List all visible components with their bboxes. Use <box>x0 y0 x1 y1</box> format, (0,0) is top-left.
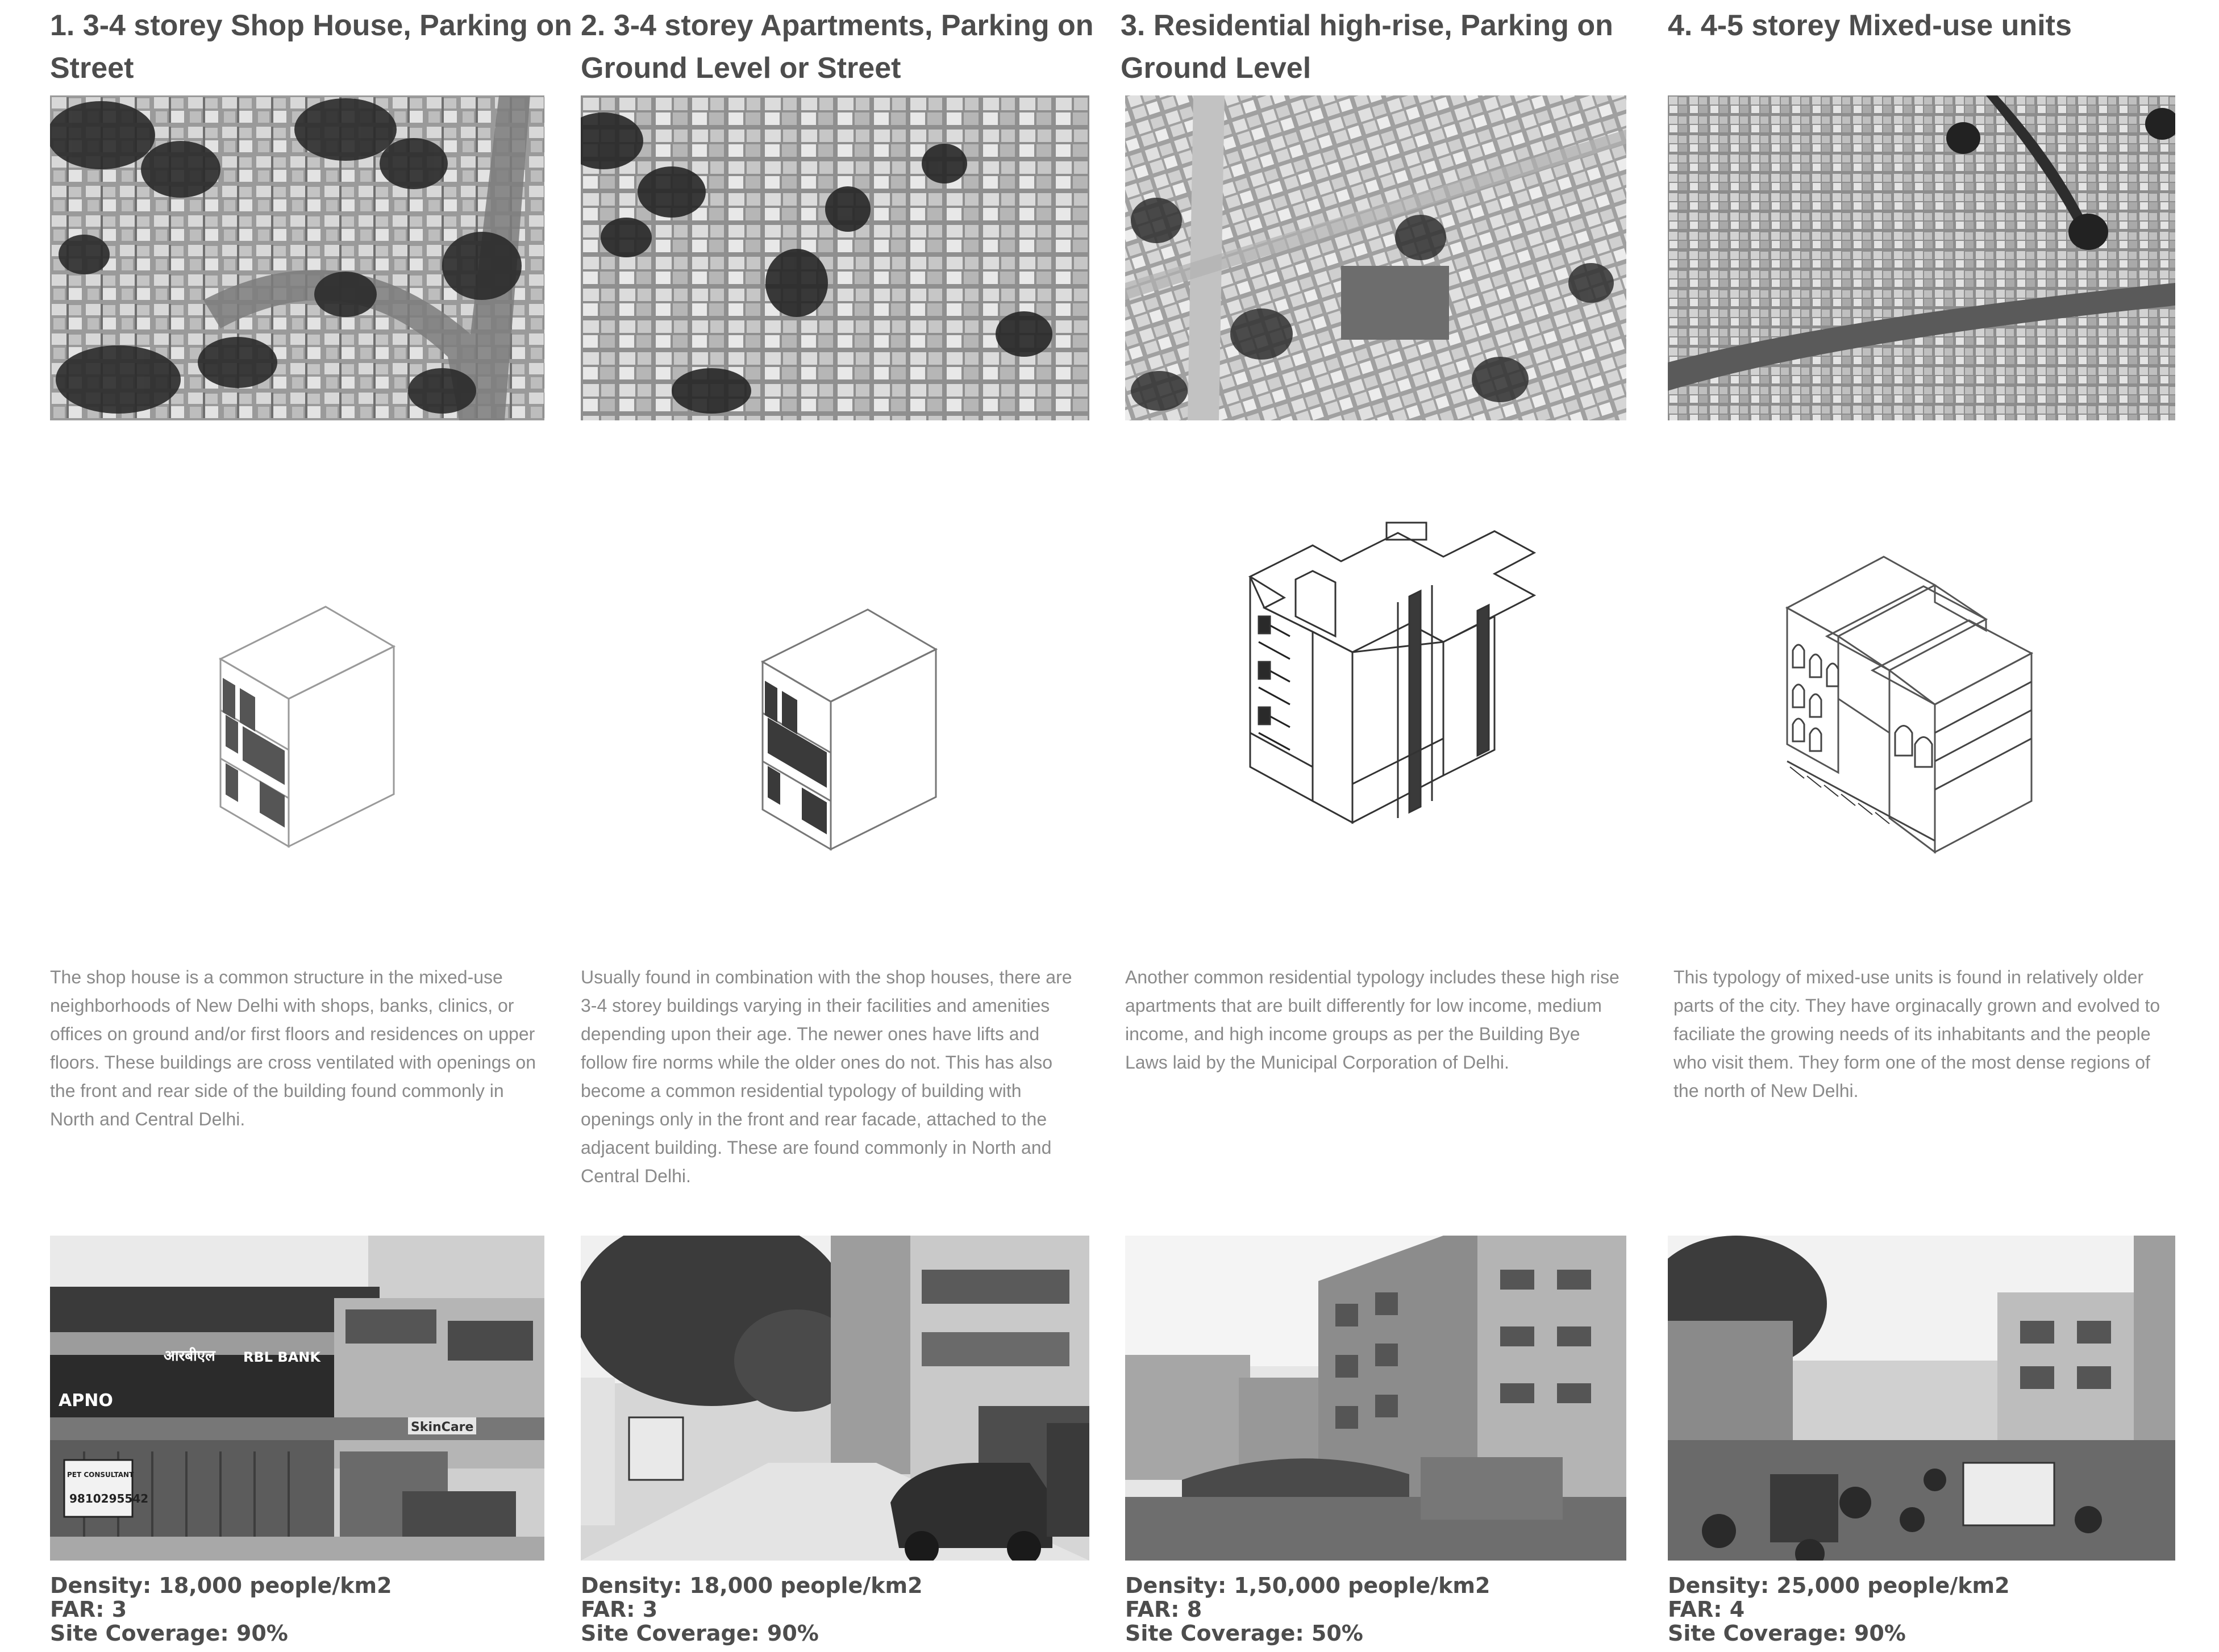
sign-text: आरबीएल <box>164 1348 215 1365</box>
typology-stats <box>50 1574 392 1645</box>
typology-stats <box>581 1574 923 1645</box>
site-coverage-value: Site Coverage: 90% <box>1668 1621 1906 1646</box>
site-coverage-value: Site Coverage: 50% <box>1125 1621 1363 1646</box>
sign-text: RBL BANK <box>243 1349 320 1365</box>
sign-text: PET CONSULTANT <box>67 1471 134 1479</box>
density-value: Density: 18,000 people/km2 <box>581 1573 923 1598</box>
far-value: FAR: 8 <box>1125 1597 1202 1622</box>
street-photo <box>1668 1236 2175 1561</box>
typology-title: 1. 3-4 storey Shop House, Parking on Street <box>50 9 572 85</box>
aerial-photo <box>581 95 1089 420</box>
site-coverage-value: Site Coverage: 90% <box>50 1621 288 1646</box>
density-value: Density: 18,000 people/km2 <box>50 1573 392 1598</box>
street-photo <box>1125 1236 1626 1561</box>
building-isometric-drawing <box>1125 466 1626 898</box>
typology-description: This typology of mixed-use units is found in relatively older parts of the city. They have orginacally grown and evolved to faciliate the growing needs of its inhabitants and the people who visit them. They form one of the most dense regions of the north of New Delhi. <box>1673 967 2160 1101</box>
typology-title: 3. Residential high-rise, Parking on Ground Level <box>1121 9 1613 85</box>
typology-description: Usually found in combination with the shop houses, there are 3-4 storey buildings varying in their facilities and amenities depending upon their age. The newer ones have lifts and follow fire norms while the older ones do not. This has also become a common residential typology of building with openings only in the front and rear facade, attached to the adjacent building. These are found commonly in North and Central Delhi. <box>581 967 1072 1186</box>
building-isometric-drawing <box>50 466 544 898</box>
typology-title: 2. 3-4 storey Apartments, Parking on Ground Level or Street <box>581 9 1094 85</box>
sign-text: SkinCare <box>411 1420 474 1434</box>
street-photo <box>581 1236 1089 1561</box>
sign-text: 9810295542 <box>69 1492 149 1505</box>
typology-title: 4. 4-5 storey Mixed-use units <box>1668 9 2072 42</box>
typology-description: Another common residential typology includes these high rise apartments that are built differently for low income, medium income, and high income groups as per the Building Bye Laws laid by the Municipal Corporation of Delhi. <box>1125 967 1620 1073</box>
typology-description: The shop house is a common structure in the mixed-use neighborhoods of New Delhi with shops, banks, clinics, or offices on ground and/or first floors and residences on upper floors. These buildings are cross ventilated with openings on the front and rear side of the building found commonly in North and Central Delhi. <box>50 967 536 1129</box>
aerial-photo <box>1668 95 2175 420</box>
site-coverage-value: Site Coverage: 90% <box>581 1621 819 1646</box>
building-isometric-drawing <box>1668 466 2175 898</box>
building-isometric-drawing <box>581 466 1089 898</box>
aerial-photo <box>50 95 544 420</box>
density-value: Density: 1,50,000 people/km2 <box>1125 1573 1491 1598</box>
far-value: FAR: 4 <box>1668 1597 1745 1622</box>
aerial-photo <box>1125 95 1626 420</box>
typology-stats <box>1668 1574 2010 1645</box>
far-value: FAR: 3 <box>50 1597 127 1622</box>
typology-stats <box>1125 1574 1490 1645</box>
far-value: FAR: 3 <box>581 1597 658 1622</box>
sign-text: APNO <box>59 1391 113 1411</box>
density-value: Density: 25,000 people/km2 <box>1668 1573 2010 1598</box>
street-photo <box>50 1236 544 1561</box>
